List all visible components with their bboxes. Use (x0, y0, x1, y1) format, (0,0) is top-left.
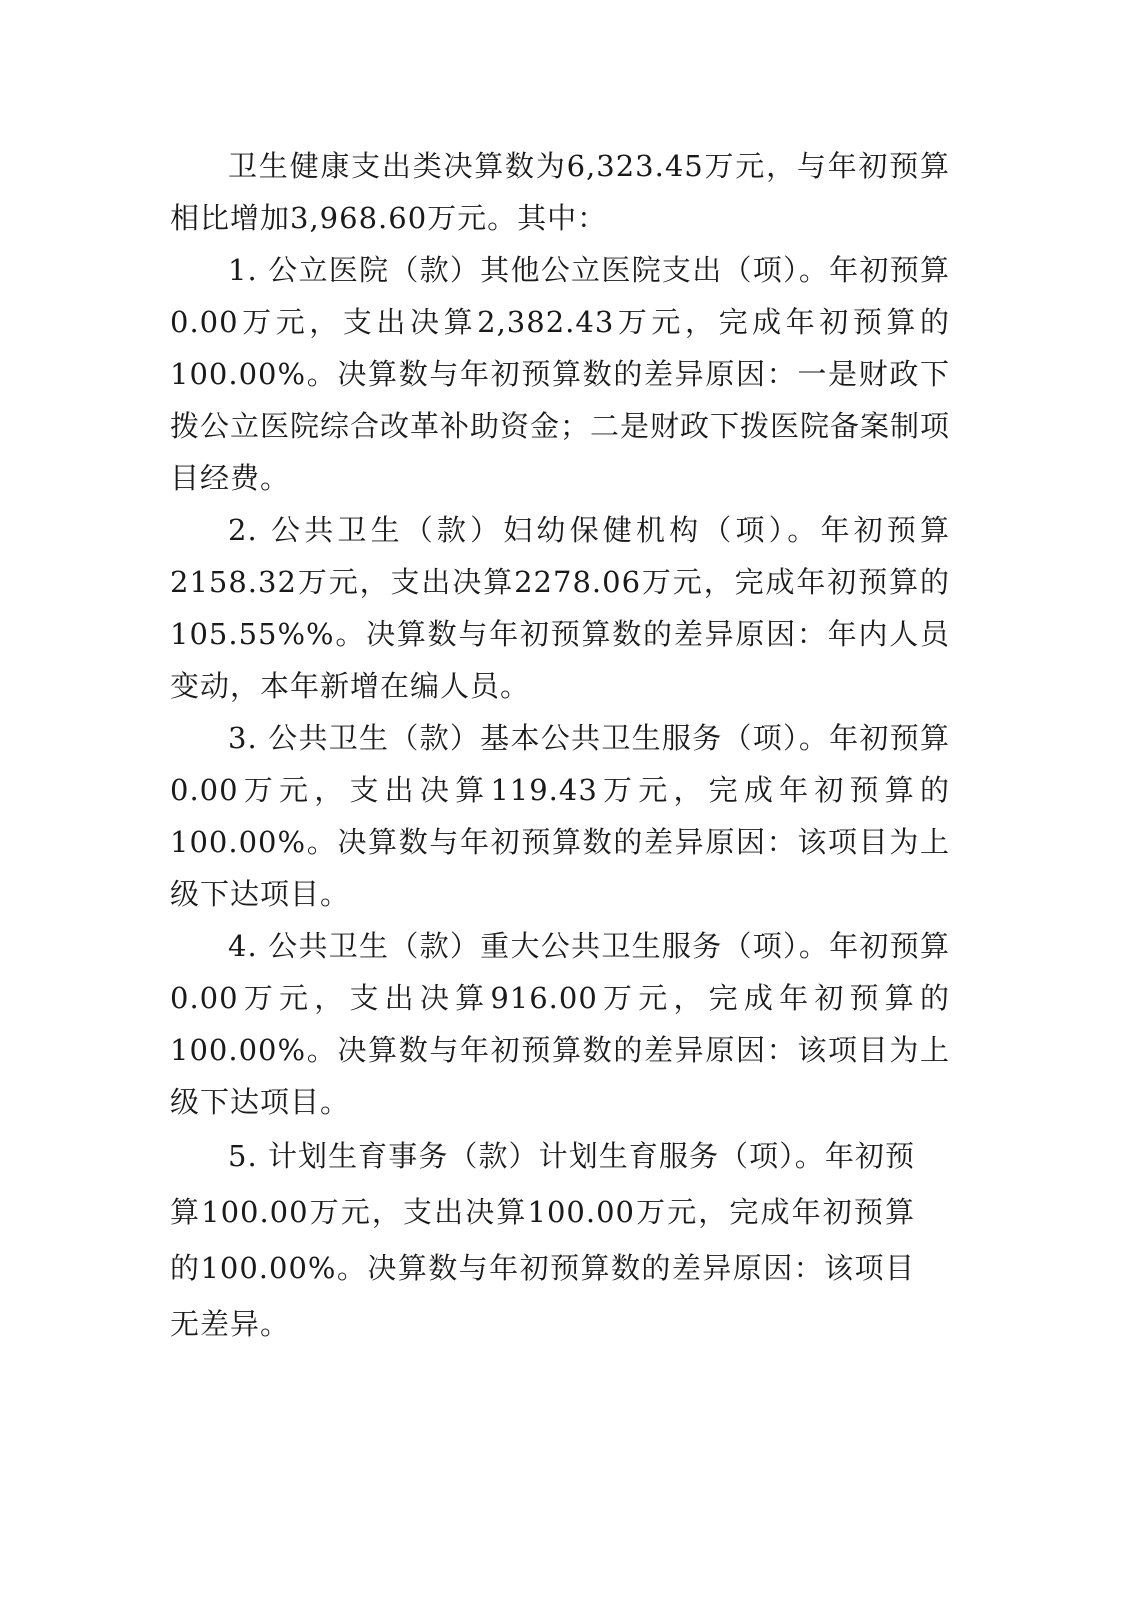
paragraph-item-3: 3. 公共卫生（款）基本公共卫生服务（项）。年初预算0.00万元，支出决算119.43万元，完成年初预算的100.00%。决算数与年初预算数的差异原因：该项目为上级下达项目。 (170, 721, 950, 911)
document-body (170, 140, 950, 1352)
paragraph-item-4: 4. 公共卫生（款）重大公共卫生服务（项）。年初预算0.00万元，支出决算916.00万元，完成年初预算的100.00%。决算数与年初预算数的差异原因：该项目为上级下达项目。 (170, 929, 950, 1119)
paragraph-summary: 卫生健康支出类决算数为6,323.45万元，与年初预算相比增加3,968.60万元。其中： (170, 149, 950, 235)
paragraph-item-5: 5. 计划生育事务（款）计划生育服务（项）。年初预算100.00万元，支出决算100.00万元，完成年初预算的100.00%。决算数与年初预算数的差异原因：该项目无差异。 (170, 1139, 915, 1341)
paragraph-item-2: 2. 公共卫生（款）妇幼保健机构（项）。年初预算2158.32万元，支出决算2278.06万元，完成年初预算的105.55%%。决算数与年初预算数的差异原因：年内人员变动，本年新增在编人员。 (170, 513, 950, 703)
paragraph-item-1: 1. 公立医院（款）其他公立医院支出（项）。年初预算0.00万元，支出决算2,382.43万元，完成年初预算的100.00%。决算数与年初预算数的差异原因：一是财政下拨公立医院综合改革补助资金；二是财政下拨医院备案制项目经费。 (170, 253, 951, 495)
